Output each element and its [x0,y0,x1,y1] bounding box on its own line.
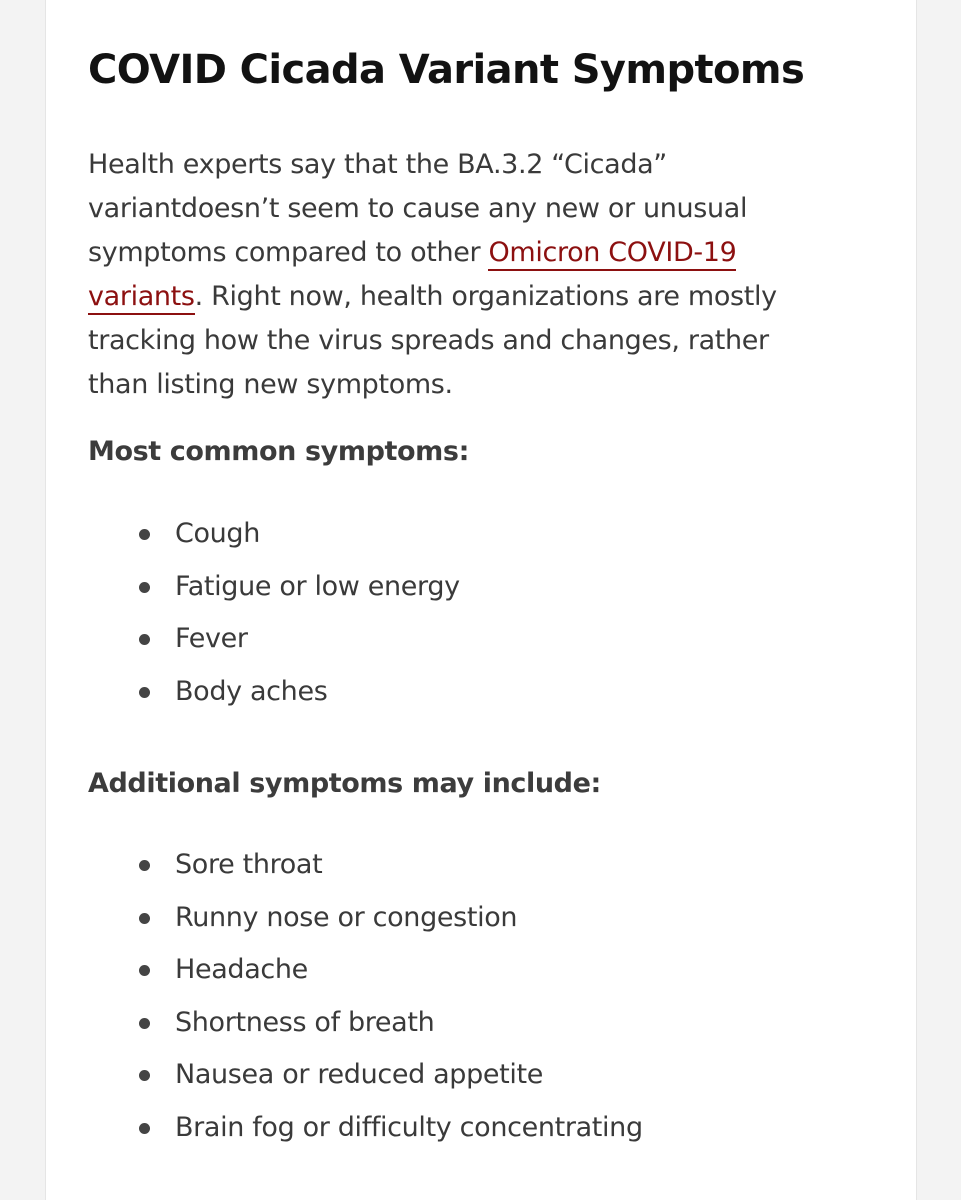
intro-line: Health experts say that the BA.3.2 “Cicada” [88,149,667,180]
list-item [88,1049,643,1102]
additional-symptoms-list [88,839,643,1154]
list-item [88,944,643,997]
list-item [88,839,643,892]
bullet-icon [139,687,150,698]
omicron-variants-link-continued[interactable]: variants [88,281,195,315]
list-item-text: Cough [175,518,260,549]
intro-line: than listing new symptoms. [88,369,453,400]
list-item-text: Body aches [175,675,328,707]
bullet-icon [139,634,150,645]
bullet-icon [139,582,150,593]
article-title: COVID Cicada Variant Symptoms [88,47,805,93]
intro-text: symptoms compared to other [88,237,489,268]
additional-symptoms-heading: Additional symptoms may include: [88,768,601,799]
list-item-text: Brain fog or difficulty concentrating [175,1111,643,1143]
intro-line [88,231,888,275]
list-item [88,1102,643,1155]
list-item-text: Runny nose or congestion [175,901,518,933]
bullet-icon [139,1018,150,1029]
bullet-icon [139,965,150,976]
list-item [88,508,460,561]
list-item [88,892,643,945]
list-item-text: Fatigue or low energy [175,570,460,602]
common-symptoms-list [88,508,460,718]
list-item-text: Shortness of breath [175,1006,435,1038]
intro-line: variantdoesn’t seem to cause any new or unusual [88,193,748,224]
intro-text: . Right now, health organizations are mostly [194,281,777,312]
omicron-variants-link[interactable]: Omicron COVID-19 [488,237,736,271]
list-item [88,613,460,666]
right-page-margin [916,0,961,1200]
intro-line [88,275,888,319]
list-item [88,666,460,719]
left-page-margin [0,0,46,1200]
intro-line: tracking how the virus spreads and changes, rather [88,325,769,356]
intro-paragraph [88,143,888,407]
article-body [88,38,888,1143]
bullet-icon [139,860,150,871]
list-item-text: Fever [175,623,248,654]
bullet-icon [139,1123,150,1134]
bullet-icon [139,1070,150,1081]
bullet-icon [139,913,150,924]
list-item-text: Nausea or reduced appetite [175,1059,544,1090]
bullet-icon [139,529,150,540]
list-item-text: Sore throat [175,849,323,880]
list-item [88,997,643,1050]
list-item [88,561,460,614]
common-symptoms-heading: Most common symptoms: [88,436,469,467]
list-item-text: Headache [175,954,308,985]
